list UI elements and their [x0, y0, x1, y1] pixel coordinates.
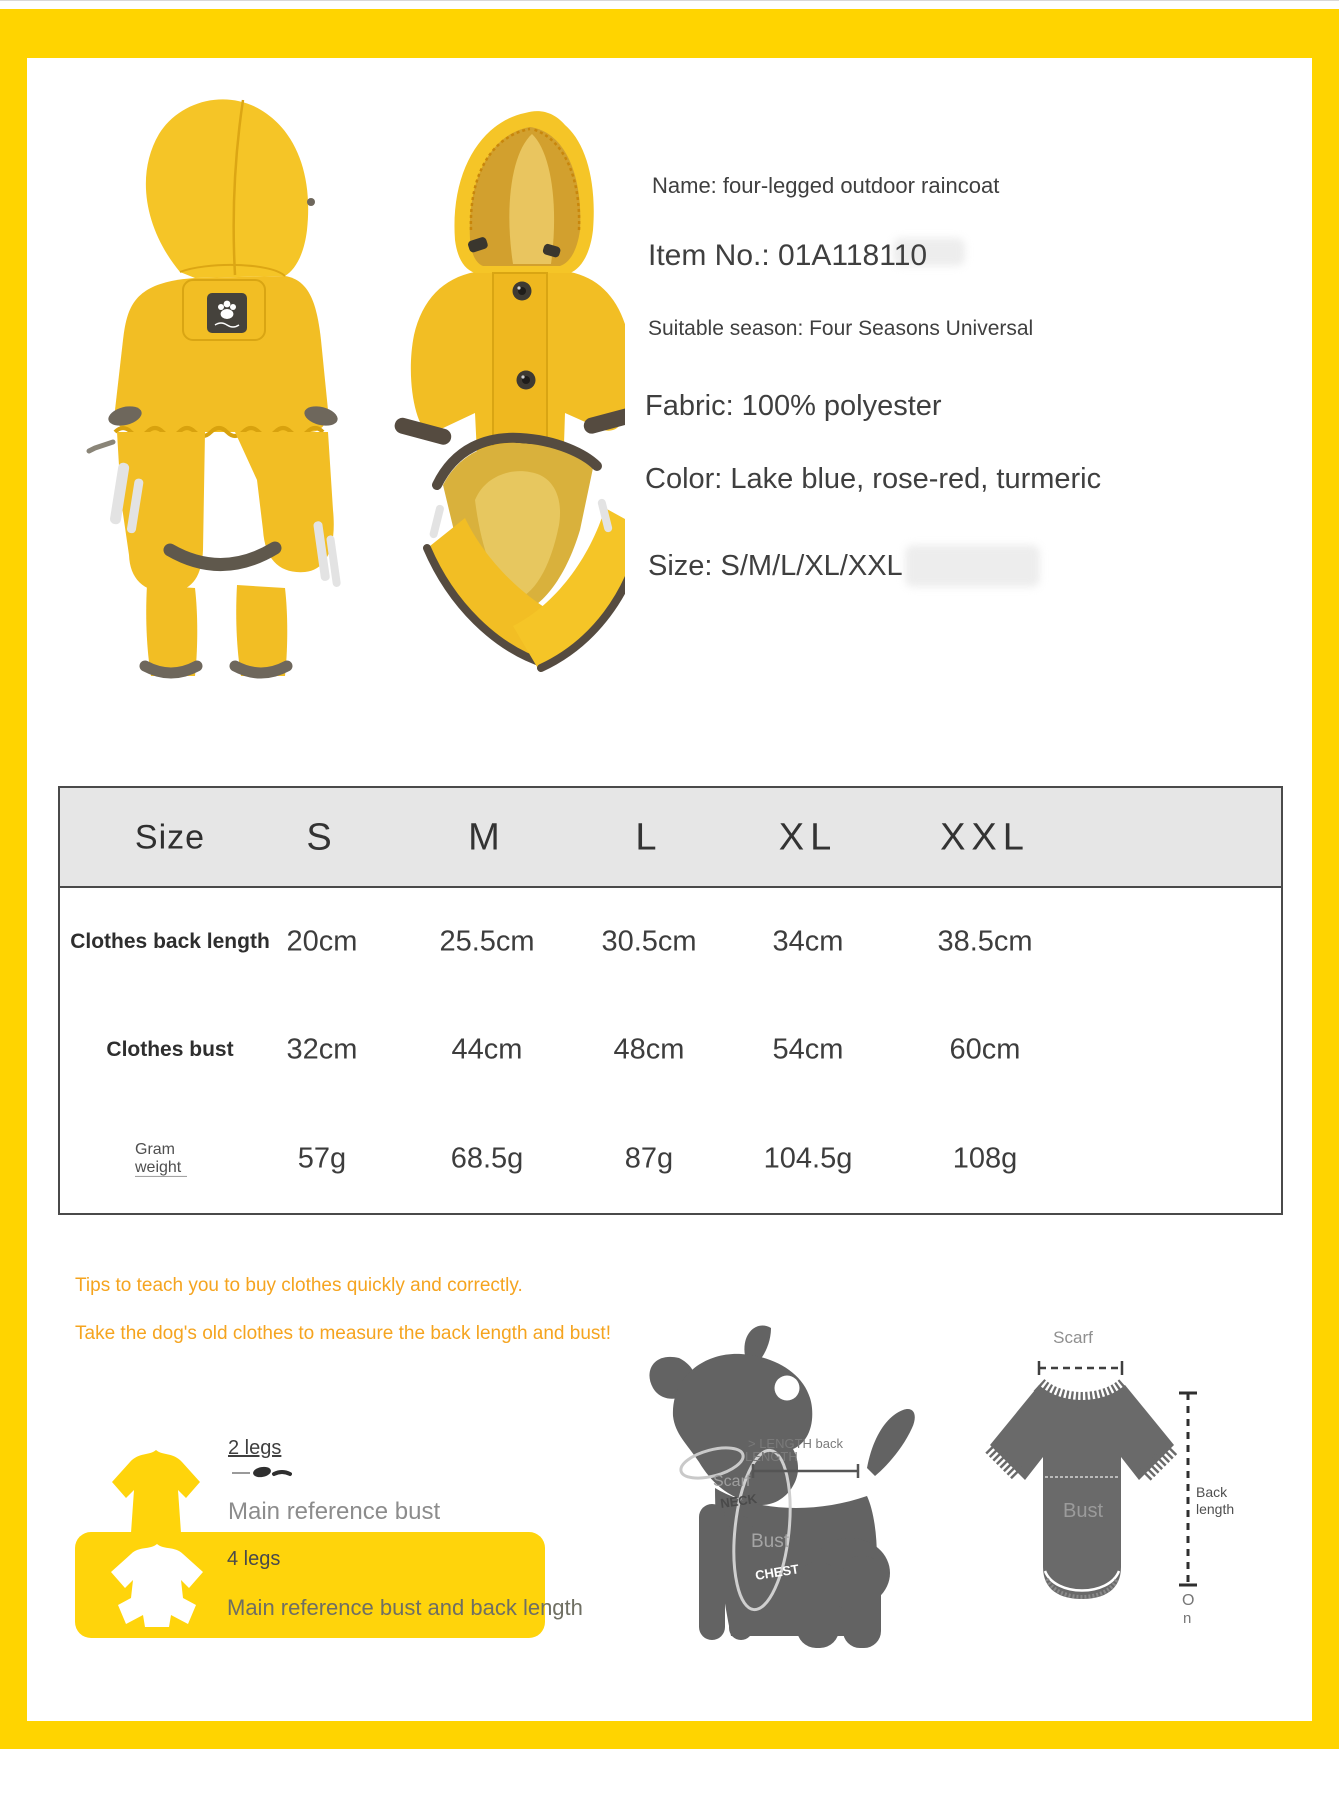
- row-label: Clothes back length: [70, 930, 270, 953]
- product-color-line: Color: Lake blue, rose-red, turmeric: [645, 463, 1102, 495]
- four-legs-card: [75, 1532, 583, 1638]
- shirt-bust-label: Bust: [1062, 1500, 1104, 1522]
- shirt-back-label-line1: Back: [1196, 1484, 1228, 1500]
- row-label: [135, 1141, 255, 1177]
- watermark-artifact: [905, 545, 1040, 587]
- cell-value: 48cm: [613, 1033, 685, 1066]
- product-size-line: Size: S/M/L/XL/XXL: [648, 550, 903, 582]
- four-legs-label: 4 legs: [227, 1548, 281, 1570]
- dog-eye: [775, 1376, 800, 1401]
- frame-top-bar: [0, 9, 1339, 58]
- back-length-measure-line: [1179, 1393, 1197, 1585]
- chest-label: CHEST: [754, 1561, 800, 1583]
- size-table-header-row: [60, 788, 1281, 888]
- frame-left-bar: [0, 9, 27, 1749]
- shirt-back-label-line2: length: [1196, 1501, 1235, 1517]
- cell-value: 57g: [297, 1142, 347, 1175]
- size-table-header-s: S: [306, 816, 338, 859]
- product-fabric-line: Fabric: 100% polyester: [645, 390, 942, 422]
- two-legs-label: [228, 1438, 281, 1458]
- length-label: LENGTH: [745, 1449, 798, 1464]
- collar-ribbing: [1039, 1385, 1125, 1400]
- product-season-line: Suitable season: Four Seasons Universal: [648, 317, 1034, 340]
- length-back-label: > LENGTH back: [748, 1436, 844, 1451]
- scarf-measure-line: [1039, 1361, 1122, 1375]
- size-table-header-xl: XL: [778, 816, 838, 859]
- frame-bottom-bar: [0, 1721, 1339, 1749]
- cell-value: 87g: [624, 1142, 674, 1175]
- tips-line-2: Take the dog's old clothes to measure the back length and bust!: [75, 1323, 611, 1344]
- product-item-no-line: Item No.: 01A118110: [648, 239, 928, 272]
- bust-label: Bust: [751, 1531, 790, 1552]
- cell-value: 68.5g: [450, 1142, 524, 1175]
- size-table-header-l: L: [635, 816, 663, 859]
- shirt-o-text: O: [1182, 1592, 1195, 1609]
- dog-silhouette: [649, 1326, 914, 1648]
- row-label-line2: weight: [135, 1159, 187, 1178]
- tips-line-1: Tips to teach you to buy clothes quickly and correctly.: [75, 1275, 523, 1296]
- four-legs-garment-icon: [107, 1544, 207, 1628]
- cell-value: 104.5g: [763, 1142, 853, 1175]
- cell-value: 60cm: [949, 1033, 1021, 1066]
- shirt-n-text: n: [1183, 1610, 1192, 1627]
- scribble-artifact: [232, 1464, 292, 1480]
- frame-right-bar: [1312, 9, 1339, 1749]
- cell-value: 44cm: [451, 1033, 523, 1066]
- product-name-line: Name: four-legged outdoor raincoat: [652, 173, 1000, 198]
- size-table-header-size: Size: [134, 818, 206, 857]
- page-top-hairline: [0, 0, 1339, 1]
- two-legs-label-text: 2 legs: [228, 1437, 282, 1459]
- dog-measurement-diagram: [615, 1318, 925, 1658]
- two-legs-garment-icon: [110, 1448, 202, 1534]
- shirt-scarf-label: Scarf: [1053, 1328, 1093, 1347]
- cell-value: 32cm: [286, 1033, 358, 1066]
- row-label: Clothes bust: [106, 1038, 234, 1061]
- scarf-label: Scarf: [713, 1473, 751, 1490]
- cell-value: 108g: [952, 1142, 1018, 1175]
- raincoat-back-view-illustration: [89, 99, 341, 676]
- product-photos-raincoat-illustration: [85, 80, 625, 680]
- size-table-header-xxl: XXL: [940, 816, 1030, 859]
- raincoat-front-view-illustration: [393, 111, 625, 672]
- cell-value: 38.5cm: [937, 925, 1033, 958]
- neck-label: NECK: [719, 1490, 758, 1511]
- shirt-measurement-diagram: [955, 1315, 1285, 1635]
- shirt-silhouette: [990, 1385, 1174, 1599]
- row-label-line1: Gram: [135, 1140, 175, 1158]
- size-table-header-m: M: [468, 816, 506, 859]
- four-legs-description: Main reference bust and back length: [227, 1595, 583, 1620]
- cell-value: 25.5cm: [439, 925, 535, 958]
- cell-value: 54cm: [772, 1033, 844, 1066]
- cell-value: 34cm: [772, 925, 844, 958]
- cell-value: 20cm: [286, 925, 358, 958]
- two-legs-description: Main reference bust: [228, 1498, 441, 1525]
- size-table: [58, 786, 1283, 1215]
- cell-value: 30.5cm: [601, 925, 697, 958]
